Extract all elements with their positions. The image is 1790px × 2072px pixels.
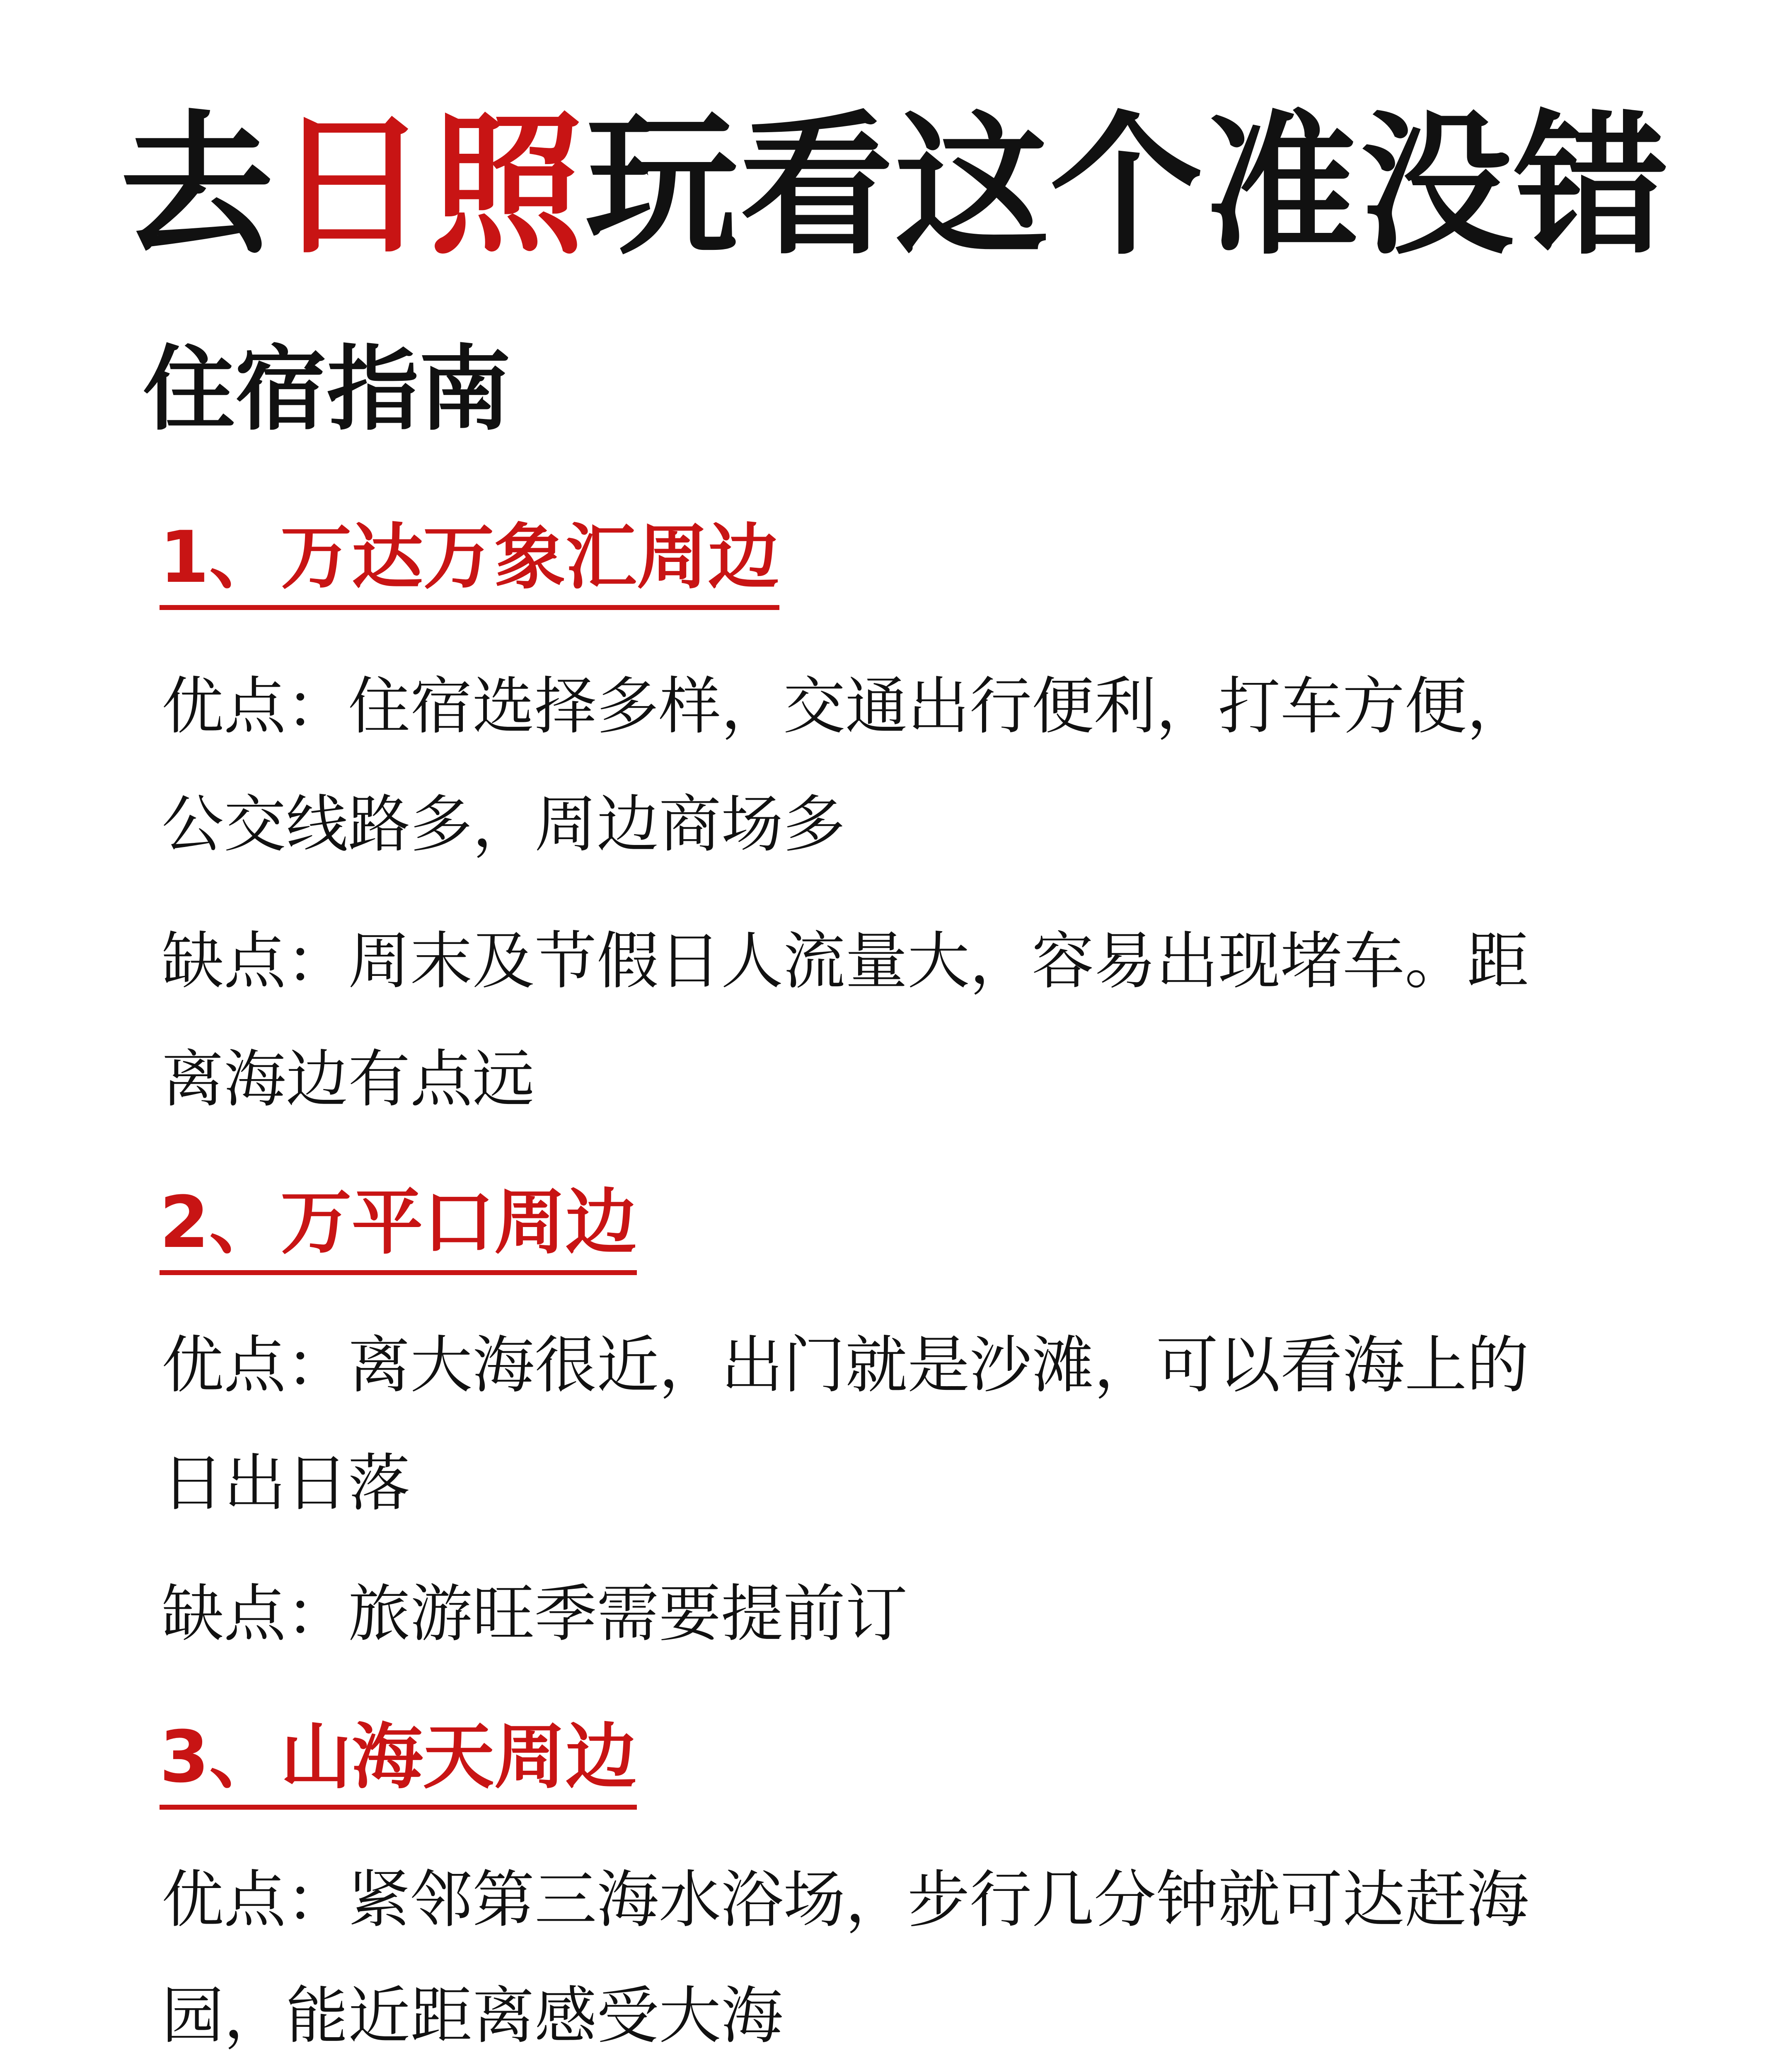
item-2-pros-line-1: 优点：离大海很近，出门就是沙滩，可以看海上的 [162, 1329, 1529, 1402]
title-part-1: 去 [120, 97, 275, 276]
item-3-pros-line-2: 园，能近距离感受大海 [162, 1980, 784, 2052]
item-2-cons-line-1: 缺点：旅游旺季需要提前订 [162, 1578, 908, 1650]
item-3-title: 3、山海天周边 [160, 1709, 637, 1810]
item-2-title: 2、万平口周边 [160, 1175, 637, 1275]
item-1-pros-line-2: 公交线路多，周边商场多 [162, 789, 846, 861]
item-1-title: 1、万达万象汇周边 [160, 510, 779, 610]
item-1-pros-line-1: 优点：住宿选择多样，交通出行便利，打车方便， [162, 670, 1529, 743]
section-heading: 住宿指南 [143, 336, 511, 443]
title-accent: 日照 [275, 97, 585, 276]
item-1-cons-line-2: 离海边有点远 [162, 1043, 535, 1116]
item-1-cons-line-1: 缺点：周末及节假日人流量大，容易出现堵车。距 [162, 925, 1529, 997]
item-2-pros-line-2: 日出日落 [162, 1447, 411, 1520]
page-title [0, 99, 1790, 274]
title-part-2: 玩看这个准没错 [585, 97, 1670, 276]
item-3-pros-line-1: 优点：紧邻第三海水浴场，步行几分钟就可达赶海 [162, 1864, 1529, 1936]
